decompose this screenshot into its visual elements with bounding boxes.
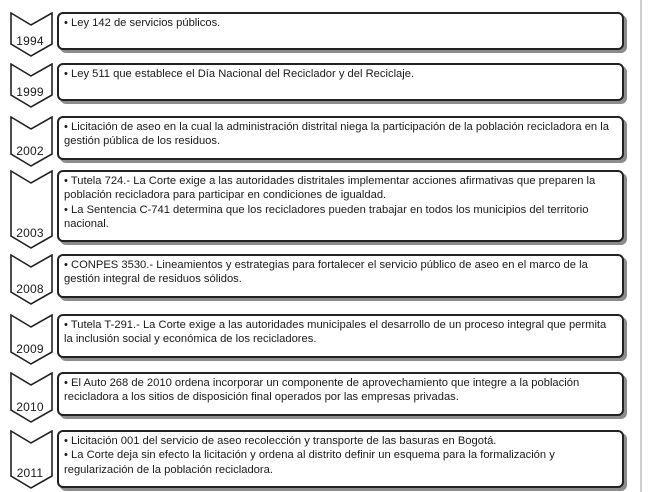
event-bullet: • CONPES 3530.- Lineamientos y estrategias para fortalecer el servicio público de aseo en el marco de la gestión integral de residuos sólidos. [64, 259, 588, 286]
year-label: 1994 [16, 34, 44, 48]
chevron-shape [11, 315, 52, 364]
chevron-shape [11, 255, 52, 304]
year-label: 2010 [16, 400, 44, 414]
chevron-marker [10, 254, 54, 306]
event-bullet: • El Auto 268 de 2010 ordena incorporar un componente de aprovechamiento que integre a la población recicladora a los sitios de disposición final operados por las empresas privadas. [64, 377, 580, 404]
chevron-marker [10, 372, 54, 424]
event-box [57, 372, 624, 416]
event-bullet: • Ley 511 que establece el Día Nacional del Reciclador y del Reciclaje. [64, 68, 415, 80]
year-label: 1999 [16, 85, 44, 99]
chevron-shape [11, 373, 52, 422]
chevron-shape [11, 117, 52, 166]
year-label: 2002 [16, 144, 44, 158]
event-box [57, 116, 624, 160]
year-label: 2008 [16, 282, 44, 296]
page-edge-line [640, 0, 642, 492]
chevron-marker [10, 116, 54, 168]
event-box [57, 63, 624, 101]
event-bullet: • Tutela 724.- La Corte exige a las autoridades distritales implementar acciones afirmativas que preparen la población recicladora para participar en condiciones de igualdad. [64, 175, 596, 202]
event-bullet: • Ley 142 de servicios públicos. [64, 17, 221, 29]
event-box [57, 12, 624, 50]
event-box [57, 170, 624, 242]
event-box [57, 314, 624, 358]
event-bullet: • Tutela T-291.- La Corte exige a las autoridades municipales el desarrollo de un proceso integral que permita la inclusión social y económica de los recicladores. [64, 319, 607, 346]
event-bullet: • Licitación de aseo en la cual la administración distrital niega la participación de la población recicladora en la gestión pública de los residuos. [64, 121, 609, 148]
year-label: 2011 [16, 466, 44, 480]
event-bullet: • Licitación 001 del servicio de aseo recolección y transporte de las basuras en Bogotá. [64, 435, 497, 447]
year-label: 2003 [16, 226, 44, 240]
event-bullet: • La Sentencia C-741 determina que los recicladores pueden trabajar en todos los municipios del territorio nacional. [64, 203, 589, 231]
event-bullet: • La Corte deja sin efecto la licitación y ordena al distrito definir un esquema para la formalización y regularización de la población recicladora. [64, 449, 555, 476]
year-label: 2009 [16, 342, 44, 356]
chevron-marker [10, 430, 54, 490]
event-box [57, 430, 624, 488]
chevron-marker [10, 314, 54, 366]
event-box [57, 254, 624, 298]
